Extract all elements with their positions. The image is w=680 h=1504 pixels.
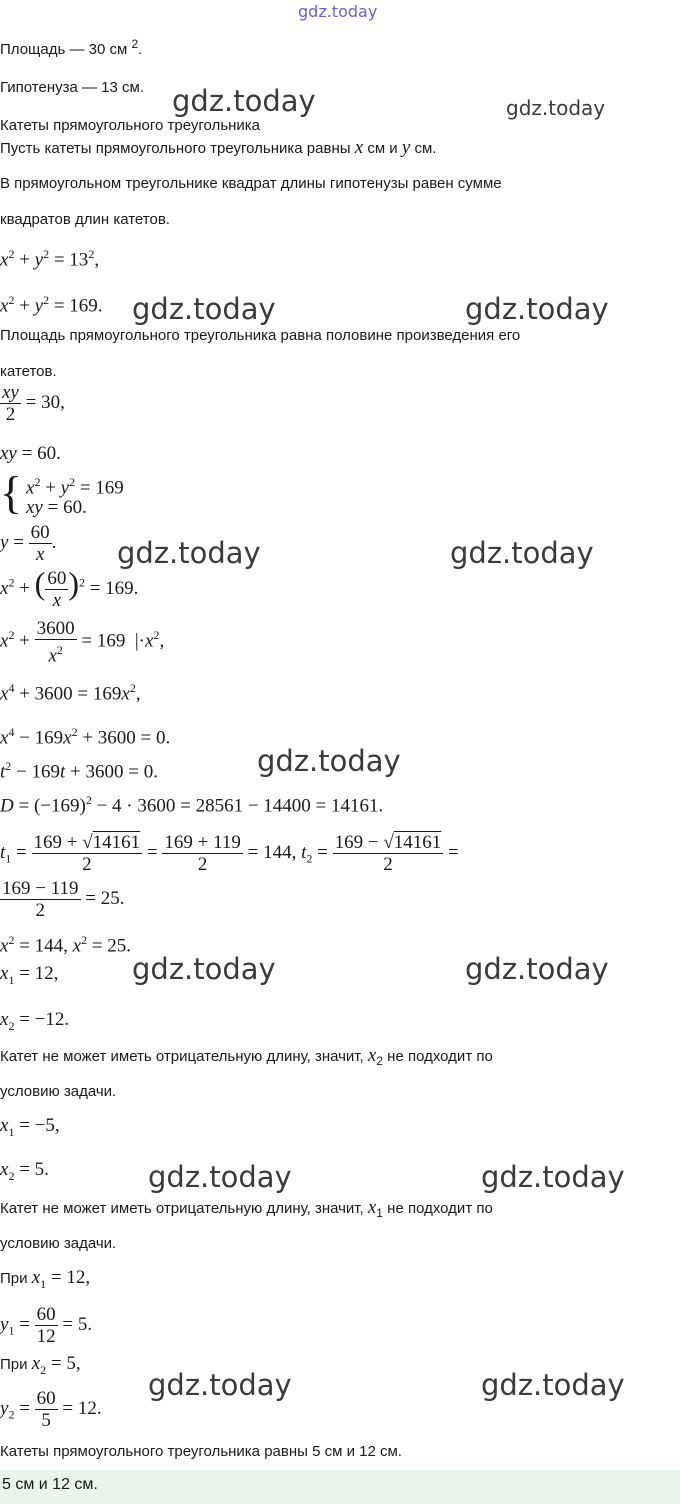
system-equation: xy = 60. [26, 497, 87, 518]
answer-text: 5 см и 12 см. [2, 1476, 98, 1493]
watermark: gdz.today [465, 292, 609, 326]
watermark: gdz.today [465, 952, 609, 986]
reject-text: условию задачи. [0, 1235, 117, 1252]
root: $x_2 = 5$. [0, 1159, 49, 1183]
watermark: gdz.today [148, 1368, 292, 1402]
equation: $x^2$ + ( $\frac{60}{x}$ )$^2$ = 169. [0, 564, 139, 611]
watermark-top: gdz.today [298, 2, 378, 21]
reject-text: Катет не может иметь отрицательную длину, значит, $x_2$ не подходит по [0, 1045, 493, 1068]
pythagoras-text: квадратов длин катетов. [0, 211, 170, 228]
case-text: При $x_2 = 5$, [0, 1353, 81, 1377]
reject-text: условию задачи. [0, 1083, 117, 1100]
area-rule-text: катетов. [0, 363, 57, 380]
watermark: gdz.today [148, 1160, 292, 1194]
case-text: При $x_1 = 12$, [0, 1267, 91, 1291]
equation: $x^2 + y^2 = 169$. [0, 293, 103, 317]
discriminant: $D = (-169)^2 - 4 \cdot 3600 = 28561 - 14400 = 14161$. [0, 793, 384, 817]
watermark: gdz.today [132, 952, 276, 986]
system-brace: { [0, 467, 23, 518]
watermark: gdz.today [132, 292, 276, 326]
let-statement: Пусть катеты прямоугольного треугольника равны x см и y см. [0, 137, 437, 158]
equation: $x^2 + y^2 = 13^2$, [0, 247, 100, 271]
roots-formula: $t_1$ = $\frac{169 + √14161}{2}$ = $\frac{169 + 119}{2}$ = 144, $t_2$ = $\frac{169 - √14161}{2}$ = [0, 832, 459, 875]
given-area: Площадь — 30 см $^2$. [0, 37, 143, 58]
given-hypotenuse: Гипотенуза — 13 см. [0, 79, 145, 96]
watermark: gdz.today [481, 1160, 625, 1194]
area-rule-text: Площадь прямоугольного треугольника равна половине произведения его [0, 327, 521, 344]
reject-text: Катет не может иметь отрицательную длину, значит, $x_1$ не подходит по [0, 1197, 493, 1220]
root: $x_2 = -12$. [0, 1009, 70, 1033]
equation: $y_2$ = $\frac{60}{5}$ = 12. [0, 1388, 102, 1431]
watermark: gdz.today [257, 744, 401, 778]
watermark: gdz.today [481, 1368, 625, 1402]
conclusion-text: Катеты прямоугольного треугольника равны 5 см и 12 см. [0, 1443, 402, 1460]
watermark: gdz.today [172, 84, 316, 118]
answer-box [0, 1470, 680, 1504]
roots-formula: $\frac{169 - 119}{2}$ = 25. [2, 878, 125, 921]
equation: $x^4 - 169x^2 + 3600 = 0$. [0, 725, 171, 749]
system-equation: $x^2 + y^2 = 169$ [26, 475, 124, 499]
equation: $y_1$ = $\frac{60}{12}$ = 5. [0, 1304, 93, 1347]
equation: $x^2 = 144$, $x^2 = 25$. [0, 933, 132, 957]
equation: $x^4 + 3600 = 169x^2$, [0, 681, 141, 705]
equation: y = $\frac{60}{x}$ . [0, 522, 57, 565]
pythagoras-text: В прямоугольном треугольнике квадрат длины гипотенузы равен сумме [0, 175, 502, 192]
section-heading: Катеты прямоугольного треугольника [0, 117, 261, 134]
root: $x_1 = 12$, [0, 963, 59, 987]
root: $x_1 = -5$, [0, 1115, 60, 1139]
equation: $t^2 - 169t + 3600 = 0$. [0, 759, 158, 783]
equation: $\frac{xy}{2}$ = 30, [2, 382, 65, 425]
watermark: gdz.today [117, 536, 261, 570]
equation: $x^2$ + $\frac{3600}{x^2}$ = 169 $|\cdot x^2$, [0, 618, 165, 667]
watermark: gdz.today [450, 536, 594, 570]
equation: xy = 60. [0, 443, 61, 464]
watermark: gdz.today [506, 96, 606, 120]
